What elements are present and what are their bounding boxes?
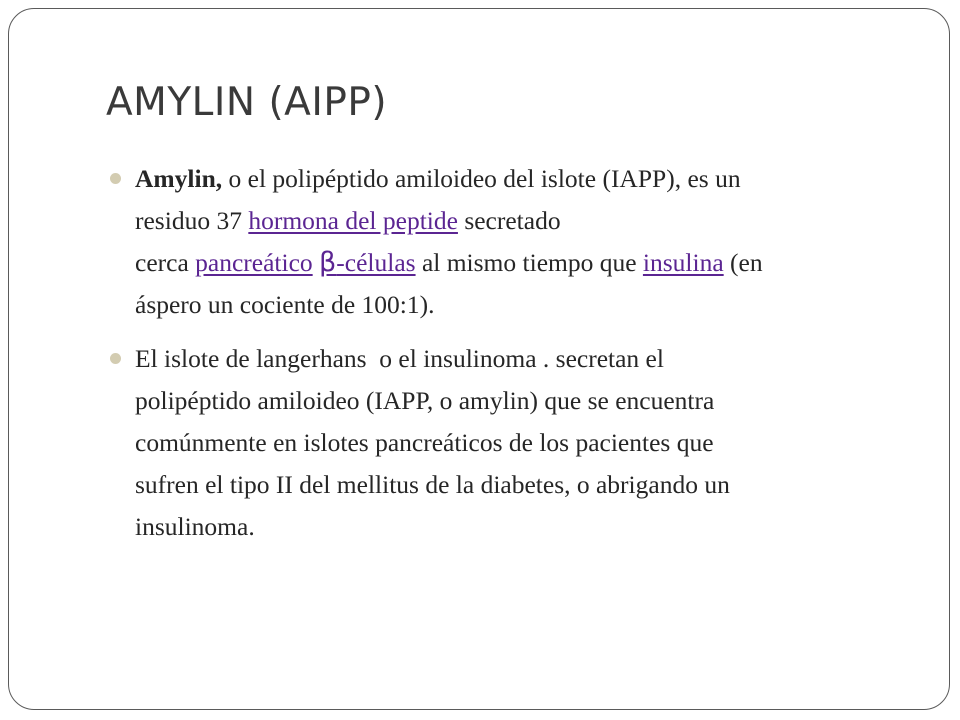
bullet-line: comúnmente en islotes pancreáticos de los pacientes que [135,428,714,457]
bold-term: Amylin, [135,164,223,193]
text-run: (en [723,248,763,277]
text-run: cerca [135,248,196,277]
text-run: o el polipéptido amiloideo del islote (IAPP), es un [222,164,741,193]
bullet-line: El islote de langerhans o el insulinoma . secretan el [135,344,664,373]
link-beta-celulas[interactable] [319,248,416,277]
text-run: residuo 37 [135,206,249,235]
bullet-dot-icon [110,173,121,184]
bullet-line: sufren el tipo II del mellitus de la diabetes, o abrigando un [135,470,730,499]
link-hormona-del-peptide[interactable]: hormona del peptide [248,206,458,235]
bullet-line: polipéptido amiloideo (IAPP, o amylin) que se encuentra [135,386,715,415]
slide-title: AMYLIN (AIPP) [106,80,388,125]
bullet-item-islote [108,338,908,548]
bullet-dot-icon [110,353,121,364]
link-insulina[interactable]: insulina [642,248,724,277]
link-pancreatico[interactable]: pancreático [195,248,313,277]
bullet-line [135,242,908,284]
beta-symbol: β [319,247,337,278]
bullet-line [135,200,908,242]
text-run: secretado [457,206,561,235]
bullet-line [135,158,908,200]
text-run: al mismo tiempo que [415,248,643,277]
bullet-line: insulinoma. [135,512,255,541]
bullet-item-amylin [108,158,908,326]
slide-body [108,158,908,560]
bullet-line: áspero un cociente de 100:1). [135,290,435,319]
link-text: -células [336,248,416,277]
